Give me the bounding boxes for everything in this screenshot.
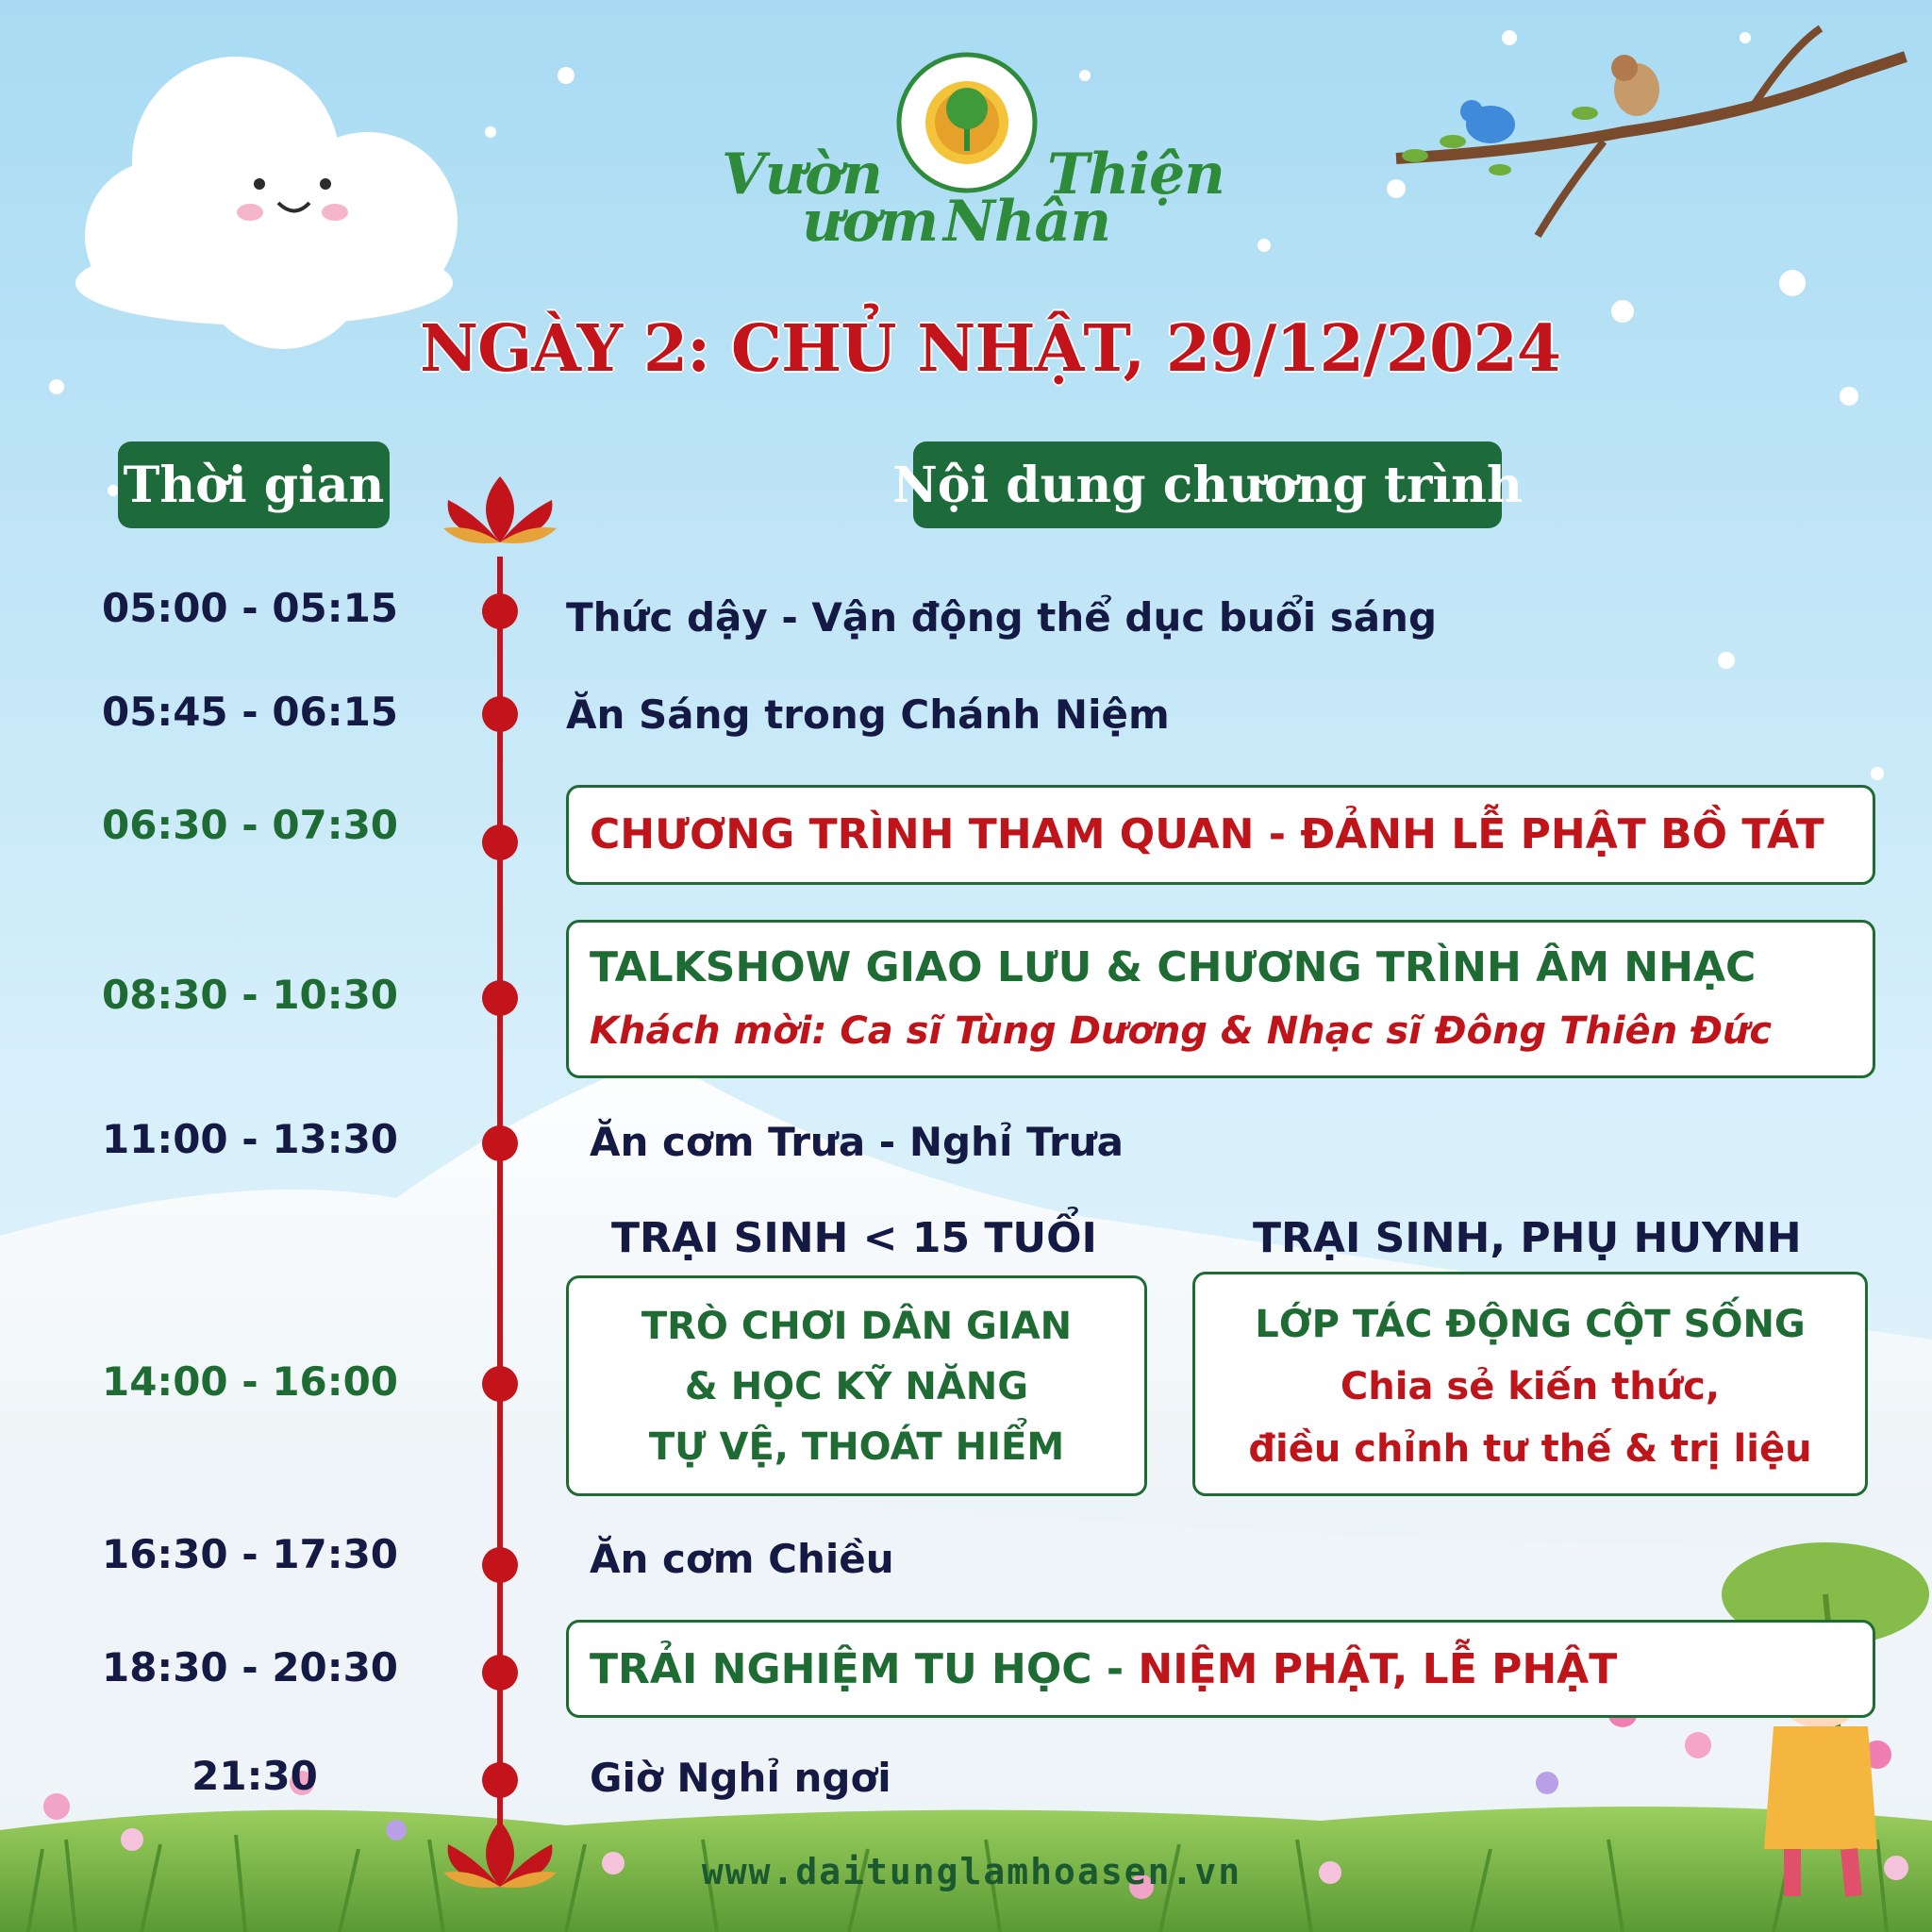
schedule-box-4 — [566, 920, 1875, 1078]
timeline-dot-4 — [482, 980, 518, 1016]
group-left-line-1: TRÒ CHƠI DÂN GIAN — [641, 1305, 1073, 1348]
website-url[interactable]: www.daitunglamhoasen.vn — [701, 1851, 1242, 1892]
logo-line2-left: ươm — [802, 189, 939, 255]
group-right-line-3: điều chỉnh tư thế & trị liệu — [1248, 1427, 1812, 1471]
timeline-dot-8 — [482, 1655, 518, 1690]
group-right-label: TRẠI SINH, PHỤ HUYNH — [1253, 1214, 1802, 1262]
group-right-line-1: LỚP TÁC ĐỘNG CỘT SỐNG — [1255, 1303, 1806, 1346]
timeline-dot-9 — [482, 1762, 518, 1798]
group-right-line-2: Chia sẻ kiến thức, — [1340, 1365, 1721, 1408]
schedule-activity-8-part1: TRẢI NGHIỆM TU HỌC - — [590, 1645, 1139, 1693]
schedule-guest-4: Khách mời: Ca sĩ Tùng Dương & Nhạc sĩ Đông Thiên Đức — [590, 1009, 1773, 1053]
schedule-activity-8-part2: NIỆM PHẬT, LỄ PHẬT — [1138, 1645, 1618, 1693]
timeline-dot-3 — [482, 824, 518, 860]
schedule-time-4: 08:30 - 10:30 — [101, 972, 399, 1018]
group-left-line-3: TỰ VỆ, THOÁT HIỂM — [648, 1425, 1065, 1469]
time-column-header: Thời gian — [118, 441, 390, 528]
schedule-box-8 — [566, 1620, 1875, 1718]
logo-line1-left: Vườn — [722, 142, 882, 208]
group-right-box — [1192, 1272, 1868, 1496]
schedule-activity-2: Ăn Sáng trong Chánh Niệm — [566, 691, 1170, 738]
schedule-time-6: 14:00 - 16:00 — [101, 1358, 399, 1405]
group-left-box — [566, 1275, 1147, 1496]
logo-line2-right: Nhân — [943, 189, 1110, 255]
schedule-activity-5: Ăn cơm Trưa - Nghỉ Trưa — [590, 1119, 1124, 1165]
timeline-dot-2 — [482, 696, 518, 732]
schedule-activity-8 — [590, 1645, 1617, 1693]
schedule-time-1: 05:00 - 05:15 — [101, 585, 399, 631]
schedule-activity-9: Giờ Nghỉ ngơi — [590, 1755, 891, 1801]
schedule-box-3 — [566, 785, 1875, 885]
schedule-activity-3: CHƯƠNG TRÌNH THAM QUAN - ĐẢNH LỄ PHẬT BỒ TÁT — [590, 810, 1824, 858]
group-left-label: TRẠI SINH < 15 TUỔI — [611, 1214, 1097, 1262]
schedule-time-8: 18:30 - 20:30 — [101, 1644, 399, 1690]
schedule-time-2: 05:45 - 06:15 — [101, 689, 399, 735]
content-column-header: Nội dung chương trình — [913, 441, 1502, 528]
schedule-time-3: 06:30 - 07:30 — [101, 802, 399, 848]
timeline-dot-5 — [482, 1125, 518, 1161]
logo-line1-right: Thiện — [1047, 142, 1224, 208]
logo-badge — [896, 52, 1038, 193]
timeline-dot-1 — [482, 593, 518, 629]
schedule-activity-1: Thức dậy - Vận động thể dục buổi sáng — [566, 594, 1438, 641]
schedule-time-9: 21:30 — [192, 1753, 318, 1799]
schedule-time-7: 16:30 - 17:30 — [101, 1531, 399, 1577]
timeline-dot-6 — [482, 1366, 518, 1402]
group-left-line-2: & HỌC KỸ NĂNG — [684, 1365, 1029, 1408]
timeline-dot-7 — [482, 1547, 518, 1583]
page-title: NGÀY 2: CHỦ NHẬT, 29/12/2024 — [420, 311, 1561, 387]
schedule-time-5: 11:00 - 13:30 — [101, 1116, 399, 1162]
schedule-activity-4: TALKSHOW GIAO LƯU & CHƯƠNG TRÌNH ÂM NHẠC — [590, 943, 1757, 991]
logo — [722, 52, 1224, 255]
schedule-activity-7: Ăn cơm Chiều — [590, 1536, 894, 1582]
